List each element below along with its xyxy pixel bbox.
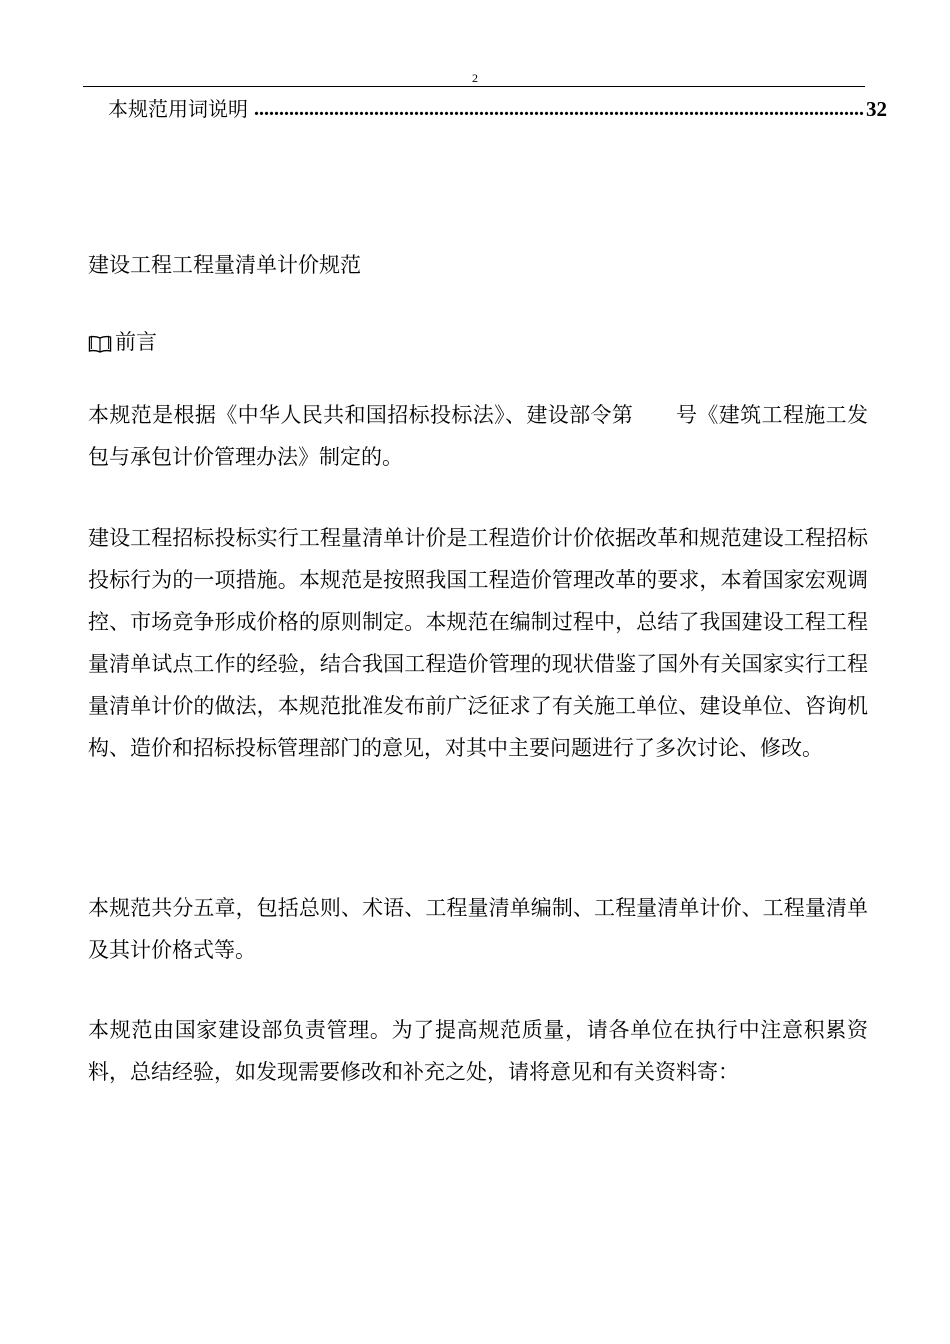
toc-dot-leader: .......................................................................................................................... <box>254 98 864 120</box>
toc-entry[interactable] <box>108 93 887 123</box>
page-number: 2 <box>472 71 478 85</box>
toc-page-number: 32 <box>866 97 887 121</box>
header-rule <box>83 86 865 87</box>
paragraph: 建设工程招标投标实行工程量清单计价是工程造价计价依据改革和规范建设工程招标投标行为的一项措施。本规范是按照我国工程造价管理改革的要求，本着国家宏观调控、市场竞争形成价格的原则制定。本规范在编制过程中，总结了我国建设工程工程量清单试点工作的经验，结合我国工程造价管理的现状借鉴了国外有关国家实行工程量清单计价的做法，本规范批准发布前广泛征求了有关施工单位、建设单位、咨询机构、造价和招标投标管理部门的意见，对其中主要问题进行了多次讨论、修改。 <box>88 526 868 760</box>
section-title: 前言 <box>115 330 157 354</box>
section-heading <box>88 327 157 357</box>
paragraph: 本规范共分五章，包括总则、术语、工程量清单编制、工程量清单计价、工程量清单及其计价格式等。 <box>88 896 868 962</box>
book-icon <box>88 332 112 352</box>
paragraph: 本规范是根据《中华人民共和国招标投标法》、建设部令第 号《建筑工程施工发包与承包计价管理办法》制定的。 <box>88 403 868 469</box>
toc-entry-label: 本规范用词说明 <box>108 97 248 121</box>
document-title: 建设工程工程量清单计价规范 <box>88 253 361 277</box>
paragraph: 本规范由国家建设部负责管理。为了提高规范质量，请各单位在执行中注意积累资料，总结经验，如发现需要修改和补充之处，请将意见和有关资料寄： <box>88 1018 868 1084</box>
